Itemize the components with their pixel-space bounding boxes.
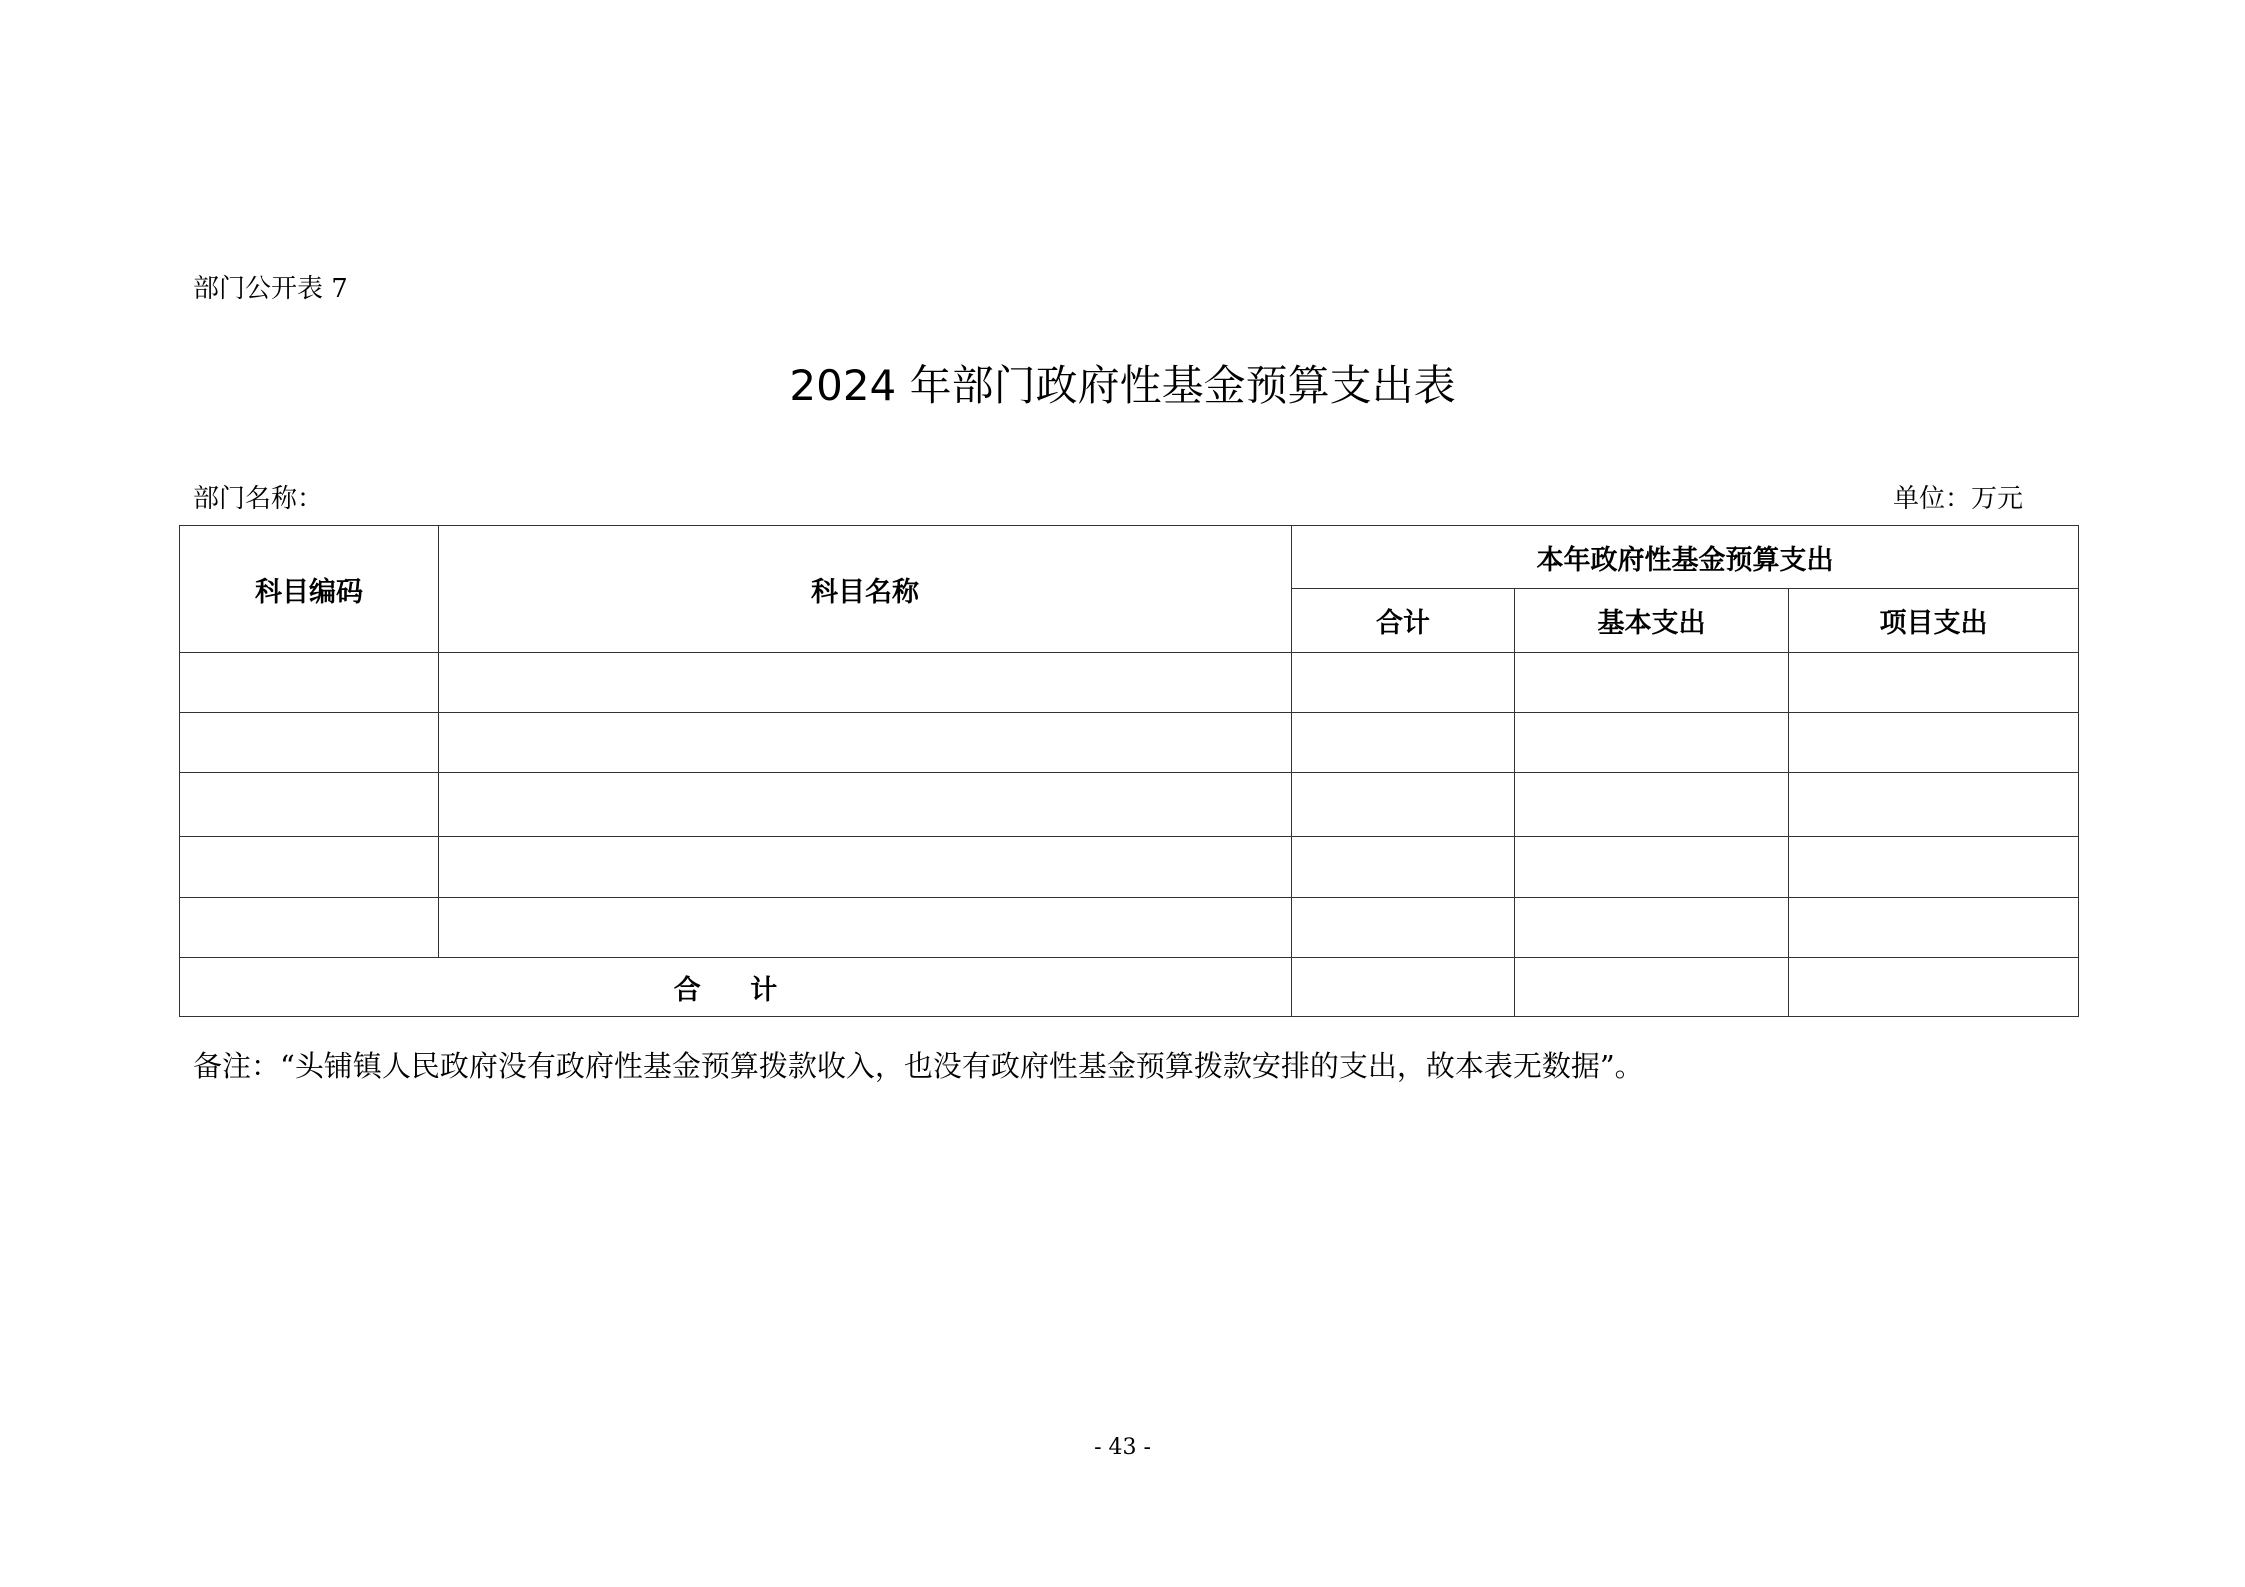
total-row <box>180 958 2079 1017</box>
cell-project <box>1789 773 2079 837</box>
table-row <box>180 898 2079 958</box>
footnote: 备注：“头铺镇人民政府没有政府性基金预算拨款收入，也没有政府性基金预算拨款安排的支出，故本表无数据”。 <box>193 1049 1644 1083</box>
cell-total <box>1292 713 1515 773</box>
header-project-expenditure: 项目支出 <box>1789 589 2079 653</box>
header-subject-name: 科目名称 <box>439 526 1292 653</box>
table-row <box>180 653 2079 713</box>
total-row-label: 合 计 <box>180 958 1292 1017</box>
cell-name <box>439 898 1292 958</box>
table-number-label: 部门公开表 7 <box>193 274 348 304</box>
cell-code <box>180 837 439 898</box>
cell-project <box>1789 713 2079 773</box>
cell-basic <box>1515 837 1789 898</box>
total-row-basic <box>1515 958 1789 1017</box>
table-row <box>180 773 2079 837</box>
cell-project <box>1789 898 2079 958</box>
cell-name <box>439 837 1292 898</box>
cell-code <box>180 713 439 773</box>
page-title: 2024 年部门政府性基金预算支出表 <box>789 361 1456 410</box>
cell-code <box>180 898 439 958</box>
cell-code <box>180 773 439 837</box>
total-row-total <box>1292 958 1515 1017</box>
cell-name <box>439 653 1292 713</box>
cell-project <box>1789 837 2079 898</box>
cell-name <box>439 773 1292 837</box>
cell-total <box>1292 837 1515 898</box>
department-name-label: 部门名称： <box>193 484 324 514</box>
header-group-expenditure: 本年政府性基金预算支出 <box>1292 526 2079 589</box>
cell-project <box>1789 653 2079 713</box>
unit-label: 单位：万元 <box>1892 484 2023 514</box>
cell-basic <box>1515 653 1789 713</box>
cell-total <box>1292 898 1515 958</box>
cell-total <box>1292 773 1515 837</box>
header-basic-expenditure: 基本支出 <box>1515 589 1789 653</box>
cell-code <box>180 653 439 713</box>
page-number: - 43 - <box>1094 1435 1151 1460</box>
cell-basic <box>1515 713 1789 773</box>
header-subject-code: 科目编码 <box>180 526 439 653</box>
cell-total <box>1292 653 1515 713</box>
cell-name <box>439 713 1292 773</box>
header-total: 合计 <box>1292 589 1515 653</box>
table-row <box>180 837 2079 898</box>
cell-basic <box>1515 773 1789 837</box>
cell-basic <box>1515 898 1789 958</box>
budget-table <box>179 525 2079 1017</box>
total-row-project <box>1789 958 2079 1017</box>
table-row <box>180 713 2079 773</box>
